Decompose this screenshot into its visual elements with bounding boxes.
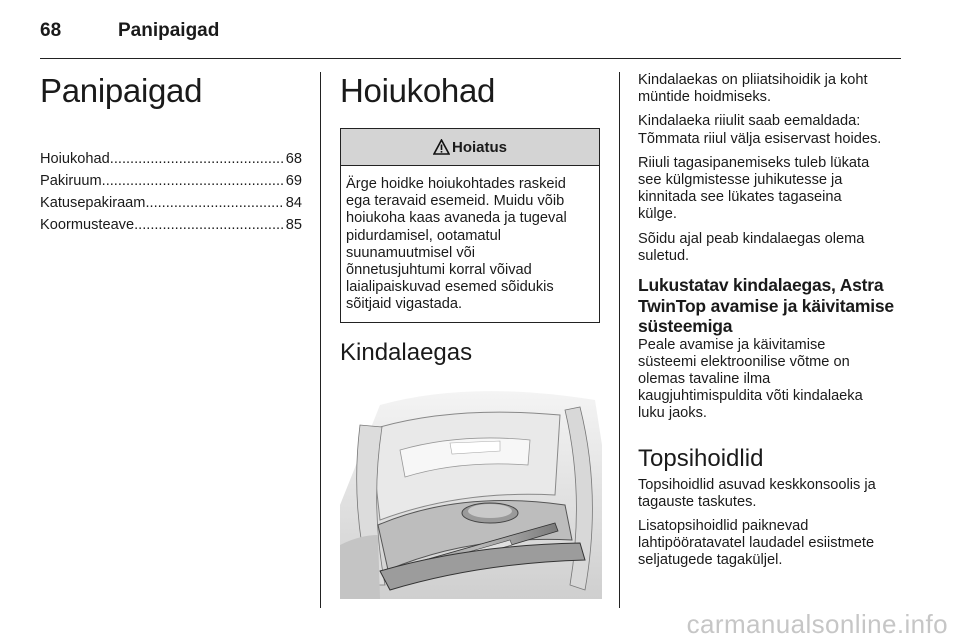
watermark: carmanualsonline.info (686, 609, 948, 639)
chapter-title: Panipaigad (40, 72, 203, 109)
paragraph-extra-cupholders: Lisatopsihoidlid paiknevad lahtipööratavatel laudadel esiistmete seljatugede tagaküljel. (638, 517, 875, 569)
toc-entry-pakiruum[interactable]: Pakiruum ..... 69 (40, 170, 302, 192)
paragraph-shelf-reinstall: Riiuli tagasipanemiseks tuleb lükata see külgmistesse juhikutesse ja kinnitada see lükates tagaseina külge. (638, 154, 870, 223)
warning-box (340, 128, 600, 323)
toc-entry-katusepakiraam[interactable]: Katusepakiraam ..... 84 (40, 192, 302, 214)
page-header (40, 20, 219, 42)
paragraph-pencil-holder: Kindalaekas on pliiatsihoidik ja koht müntide hoidmiseks. (638, 72, 868, 106)
header-title: Panipaigad (118, 20, 220, 41)
column-glovebox-text (638, 72, 902, 577)
column-divider-1 (320, 72, 321, 608)
column-toc (40, 72, 302, 236)
subsection-title-glovebox: Kindalaegas (340, 338, 473, 366)
paragraph-cupholders-location: Topsihoidlid asuvad keskkonsoolis ja tagauste taskutes. (638, 476, 876, 510)
glovebox-illustration (340, 385, 602, 599)
warning-icon (433, 139, 450, 155)
column-storage (340, 72, 602, 604)
warning-text: Ärge hoidke hoiukohtades raskeid ega teravaid esemeid. Muidu võib hoiukoha kaas avaneda ja tugeval pidurdamisel, ootamatul suunamuutmisel või õnnetusjuhtumi korral võivad laialipaiskuvad esemed sõidukis sõitjaid vigastada. (346, 176, 567, 313)
column-divider-2 (619, 72, 620, 608)
warning-title: Hoiatus (451, 138, 507, 156)
warning-header (341, 129, 599, 166)
section-title: Hoiukohad (340, 72, 496, 109)
page-number: 68 (40, 20, 62, 41)
toc-entry-koormusteave[interactable]: Koormusteave ..... 85 (40, 214, 302, 236)
paragraph-key-info: Peale avamise ja käivitamise süsteemi elektroonilise võtme on olemas tavaline ilma kaugjuhtimispuldita võti kindalaeka luku jaoks. (638, 336, 863, 422)
subsection-title-cupholders: Topsihoidlid (638, 444, 764, 472)
paragraph-keep-closed: Sõidu ajal peab kindalaegas olema suletud. (638, 230, 865, 264)
header-rule (40, 58, 901, 59)
table-of-contents (40, 148, 302, 236)
toc-entry-hoiukohad[interactable]: Hoiukohad ..... 68 (40, 148, 302, 170)
paragraph-shelf-removal: Kindalaeka riiulit saab eemaldada: Tõmmata riiul välja esiservast hoides. (638, 113, 882, 147)
subsection-title-lockable-glovebox: Lukustatav kindalaegas, Astra TwinTop avamise ja käivitamise süsteemiga (638, 275, 894, 337)
